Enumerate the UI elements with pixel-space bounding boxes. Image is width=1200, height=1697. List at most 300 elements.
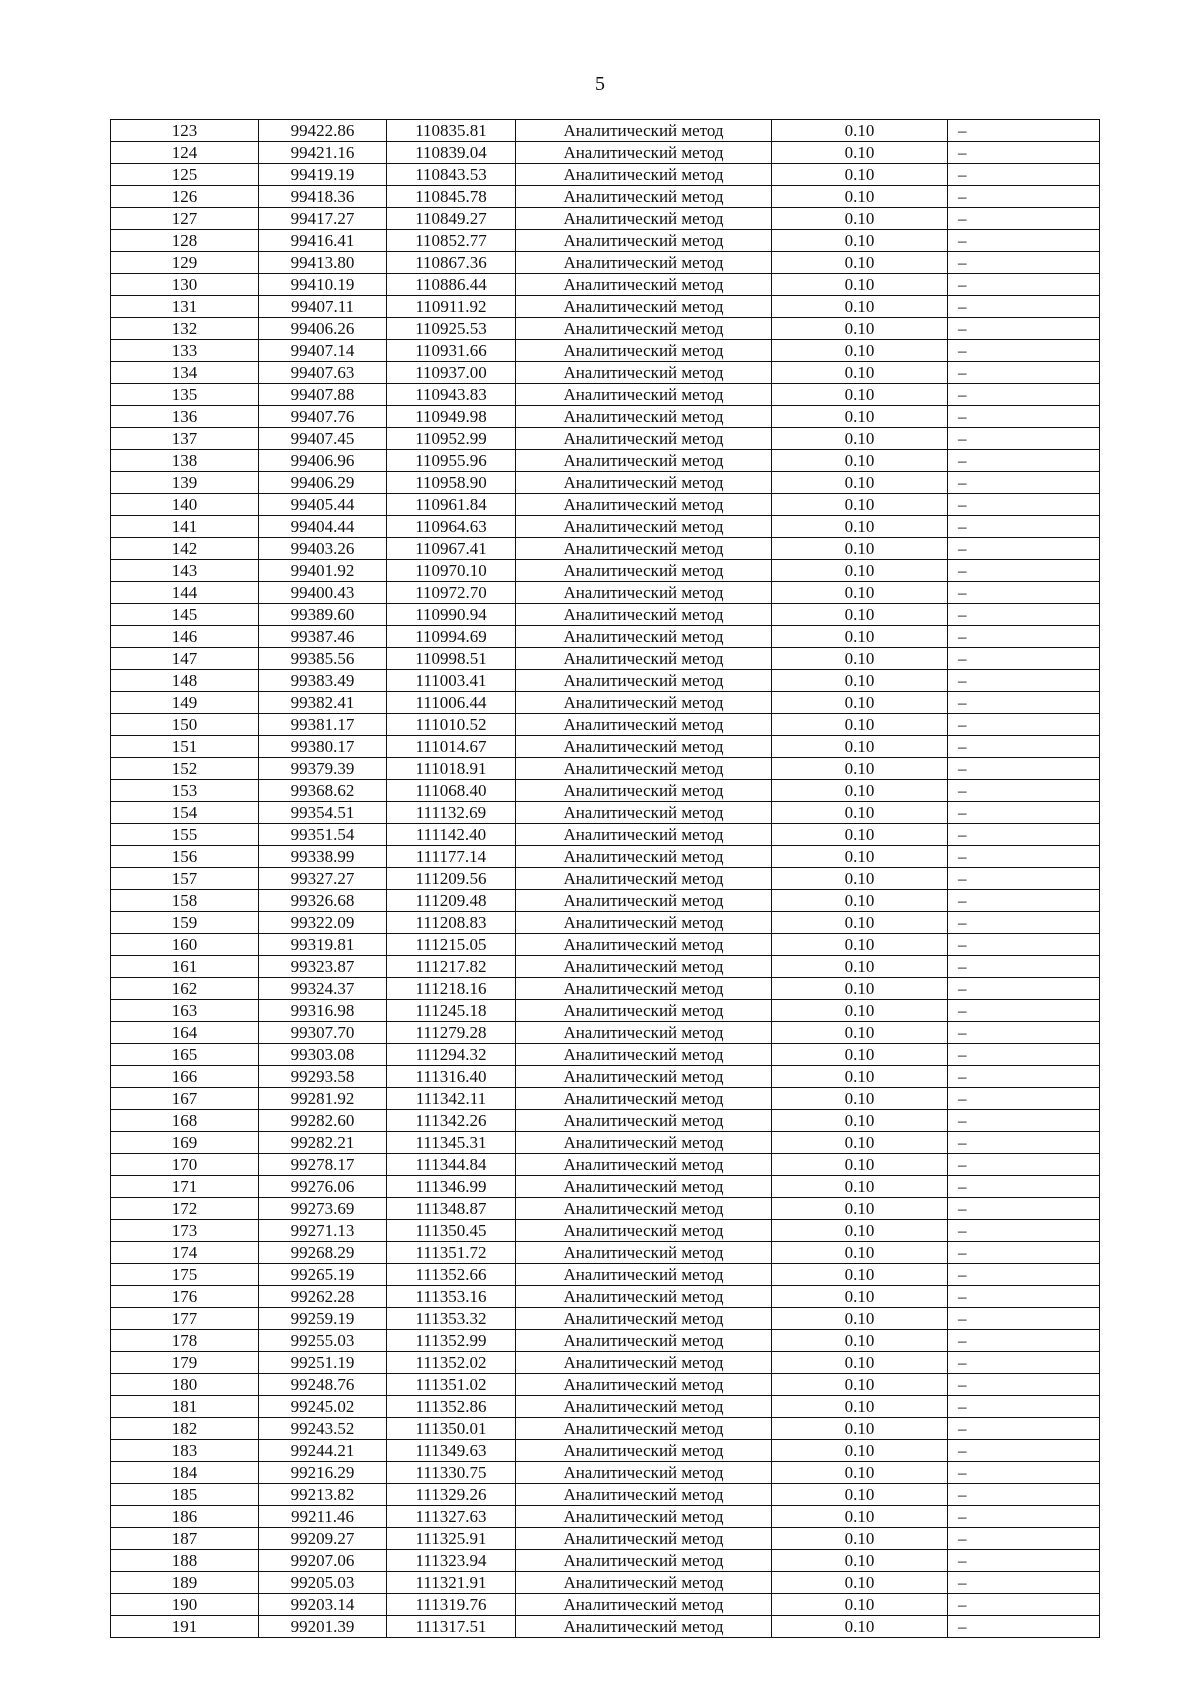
accuracy-cell: 0.10 <box>772 230 948 252</box>
method-cell: Аналитический метод <box>516 362 772 384</box>
y-coordinate-cell: 110964.63 <box>387 516 516 538</box>
accuracy-cell: 0.10 <box>772 1484 948 1506</box>
y-coordinate-cell: 111352.66 <box>387 1264 516 1286</box>
point-number-cell: 179 <box>111 1352 259 1374</box>
description-cell: – <box>948 538 1100 560</box>
table-row <box>111 890 1100 912</box>
accuracy-cell: 0.10 <box>772 274 948 296</box>
table-row <box>111 1154 1100 1176</box>
table-row <box>111 758 1100 780</box>
x-coordinate-cell: 99407.88 <box>259 384 387 406</box>
description-cell: – <box>948 934 1100 956</box>
x-coordinate-cell: 99389.60 <box>259 604 387 626</box>
y-coordinate-cell: 110952.99 <box>387 428 516 450</box>
description-cell: – <box>948 406 1100 428</box>
y-coordinate-cell: 111317.51 <box>387 1616 516 1638</box>
method-cell: Аналитический метод <box>516 1352 772 1374</box>
method-cell: Аналитический метод <box>516 956 772 978</box>
x-coordinate-cell: 99282.60 <box>259 1110 387 1132</box>
x-coordinate-cell: 99407.63 <box>259 362 387 384</box>
description-cell: – <box>948 362 1100 384</box>
y-coordinate-cell: 111279.28 <box>387 1022 516 1044</box>
point-number-cell: 172 <box>111 1198 259 1220</box>
description-cell: – <box>948 1572 1100 1594</box>
x-coordinate-cell: 99401.92 <box>259 560 387 582</box>
description-cell: – <box>948 1484 1100 1506</box>
method-cell: Аналитический метод <box>516 230 772 252</box>
table-row <box>111 428 1100 450</box>
x-coordinate-cell: 99354.51 <box>259 802 387 824</box>
point-number-cell: 126 <box>111 186 259 208</box>
accuracy-cell: 0.10 <box>772 406 948 428</box>
point-number-cell: 164 <box>111 1022 259 1044</box>
description-cell: – <box>948 1022 1100 1044</box>
accuracy-cell: 0.10 <box>772 1330 948 1352</box>
description-cell: – <box>948 1352 1100 1374</box>
y-coordinate-cell: 111294.32 <box>387 1044 516 1066</box>
description-cell: – <box>948 296 1100 318</box>
method-cell: Аналитический метод <box>516 384 772 406</box>
method-cell: Аналитический метод <box>516 1396 772 1418</box>
accuracy-cell: 0.10 <box>772 1220 948 1242</box>
description-cell: – <box>948 494 1100 516</box>
point-number-cell: 135 <box>111 384 259 406</box>
accuracy-cell: 0.10 <box>772 890 948 912</box>
y-coordinate-cell: 110852.77 <box>387 230 516 252</box>
method-cell: Аналитический метод <box>516 714 772 736</box>
description-cell: – <box>948 1220 1100 1242</box>
x-coordinate-cell: 99403.26 <box>259 538 387 560</box>
description-cell: – <box>948 1440 1100 1462</box>
x-coordinate-cell: 99303.08 <box>259 1044 387 1066</box>
table-row <box>111 318 1100 340</box>
x-coordinate-cell: 99281.92 <box>259 1088 387 1110</box>
description-cell: – <box>948 824 1100 846</box>
accuracy-cell: 0.10 <box>772 1308 948 1330</box>
accuracy-cell: 0.10 <box>772 560 948 582</box>
method-cell: Аналитический метод <box>516 1572 772 1594</box>
y-coordinate-cell: 111327.63 <box>387 1506 516 1528</box>
accuracy-cell: 0.10 <box>772 494 948 516</box>
x-coordinate-cell: 99216.29 <box>259 1462 387 1484</box>
table-row <box>111 956 1100 978</box>
accuracy-cell: 0.10 <box>772 1462 948 1484</box>
point-number-cell: 187 <box>111 1528 259 1550</box>
table-row <box>111 252 1100 274</box>
description-cell: – <box>948 604 1100 626</box>
accuracy-cell: 0.10 <box>772 670 948 692</box>
x-coordinate-cell: 99407.45 <box>259 428 387 450</box>
y-coordinate-cell: 111353.16 <box>387 1286 516 1308</box>
method-cell: Аналитический метод <box>516 164 772 186</box>
method-cell: Аналитический метод <box>516 142 772 164</box>
description-cell: – <box>948 1286 1100 1308</box>
x-coordinate-cell: 99271.13 <box>259 1220 387 1242</box>
accuracy-cell: 0.10 <box>772 340 948 362</box>
method-cell: Аналитический метод <box>516 186 772 208</box>
table-row <box>111 978 1100 1000</box>
point-number-cell: 146 <box>111 626 259 648</box>
y-coordinate-cell: 110961.84 <box>387 494 516 516</box>
description-cell: – <box>948 252 1100 274</box>
method-cell: Аналитический метод <box>516 1000 772 1022</box>
method-cell: Аналитический метод <box>516 120 772 142</box>
accuracy-cell: 0.10 <box>772 1550 948 1572</box>
y-coordinate-cell: 111208.83 <box>387 912 516 934</box>
table-row <box>111 1594 1100 1616</box>
description-cell: – <box>948 1528 1100 1550</box>
point-number-cell: 173 <box>111 1220 259 1242</box>
point-number-cell: 181 <box>111 1396 259 1418</box>
method-cell: Аналитический метод <box>516 1066 772 1088</box>
x-coordinate-cell: 99265.19 <box>259 1264 387 1286</box>
table-row <box>111 846 1100 868</box>
accuracy-cell: 0.10 <box>772 1198 948 1220</box>
x-coordinate-cell: 99405.44 <box>259 494 387 516</box>
method-cell: Аналитический метод <box>516 846 772 868</box>
point-number-cell: 189 <box>111 1572 259 1594</box>
description-cell: – <box>948 1594 1100 1616</box>
x-coordinate-cell: 99379.39 <box>259 758 387 780</box>
method-cell: Аналитический метод <box>516 516 772 538</box>
description-cell: – <box>948 714 1100 736</box>
y-coordinate-cell: 111209.48 <box>387 890 516 912</box>
y-coordinate-cell: 111018.91 <box>387 758 516 780</box>
x-coordinate-cell: 99407.14 <box>259 340 387 362</box>
accuracy-cell: 0.10 <box>772 758 948 780</box>
description-cell: – <box>948 1000 1100 1022</box>
point-number-cell: 148 <box>111 670 259 692</box>
point-number-cell: 167 <box>111 1088 259 1110</box>
accuracy-cell: 0.10 <box>772 1132 948 1154</box>
y-coordinate-cell: 110990.94 <box>387 604 516 626</box>
method-cell: Аналитический метод <box>516 1308 772 1330</box>
method-cell: Аналитический метод <box>516 626 772 648</box>
x-coordinate-cell: 99324.37 <box>259 978 387 1000</box>
description-cell: – <box>948 1418 1100 1440</box>
x-coordinate-cell: 99213.82 <box>259 1484 387 1506</box>
accuracy-cell: 0.10 <box>772 252 948 274</box>
y-coordinate-cell: 111346.99 <box>387 1176 516 1198</box>
point-number-cell: 157 <box>111 868 259 890</box>
accuracy-cell: 0.10 <box>772 978 948 1000</box>
description-cell: – <box>948 516 1100 538</box>
accuracy-cell: 0.10 <box>772 472 948 494</box>
x-coordinate-cell: 99243.52 <box>259 1418 387 1440</box>
table-row <box>111 1506 1100 1528</box>
x-coordinate-cell: 99380.17 <box>259 736 387 758</box>
point-number-cell: 138 <box>111 450 259 472</box>
y-coordinate-cell: 110839.04 <box>387 142 516 164</box>
table-row <box>111 1022 1100 1044</box>
accuracy-cell: 0.10 <box>772 1528 948 1550</box>
accuracy-cell: 0.10 <box>772 1044 948 1066</box>
description-cell: – <box>948 1110 1100 1132</box>
y-coordinate-cell: 111350.45 <box>387 1220 516 1242</box>
table-row <box>111 1198 1100 1220</box>
table-row <box>111 1396 1100 1418</box>
table-row <box>111 670 1100 692</box>
description-cell: – <box>948 1088 1100 1110</box>
point-number-cell: 163 <box>111 1000 259 1022</box>
x-coordinate-cell: 99383.49 <box>259 670 387 692</box>
table-row <box>111 868 1100 890</box>
x-coordinate-cell: 99400.43 <box>259 582 387 604</box>
method-cell: Аналитический метод <box>516 450 772 472</box>
table-row <box>111 934 1100 956</box>
y-coordinate-cell: 111177.14 <box>387 846 516 868</box>
y-coordinate-cell: 110949.98 <box>387 406 516 428</box>
point-number-cell: 185 <box>111 1484 259 1506</box>
method-cell: Аналитический метод <box>516 538 772 560</box>
accuracy-cell: 0.10 <box>772 450 948 472</box>
method-cell: Аналитический метод <box>516 1286 772 1308</box>
description-cell: – <box>948 1154 1100 1176</box>
table-row <box>111 120 1100 142</box>
x-coordinate-cell: 99413.80 <box>259 252 387 274</box>
description-cell: – <box>948 1198 1100 1220</box>
y-coordinate-cell: 111003.41 <box>387 670 516 692</box>
y-coordinate-cell: 110931.66 <box>387 340 516 362</box>
table-row <box>111 1528 1100 1550</box>
description-cell: – <box>948 626 1100 648</box>
method-cell: Аналитический метод <box>516 1550 772 1572</box>
y-coordinate-cell: 111132.69 <box>387 802 516 824</box>
table-row <box>111 648 1100 670</box>
method-cell: Аналитический метод <box>516 692 772 714</box>
table-row <box>111 1176 1100 1198</box>
point-number-cell: 125 <box>111 164 259 186</box>
x-coordinate-cell: 99418.36 <box>259 186 387 208</box>
point-number-cell: 154 <box>111 802 259 824</box>
description-cell: – <box>948 1550 1100 1572</box>
accuracy-cell: 0.10 <box>772 1154 948 1176</box>
x-coordinate-cell: 99255.03 <box>259 1330 387 1352</box>
accuracy-cell: 0.10 <box>772 1572 948 1594</box>
point-number-cell: 140 <box>111 494 259 516</box>
x-coordinate-cell: 99276.06 <box>259 1176 387 1198</box>
y-coordinate-cell: 111353.32 <box>387 1308 516 1330</box>
table-row <box>111 142 1100 164</box>
y-coordinate-cell: 110998.51 <box>387 648 516 670</box>
x-coordinate-cell: 99307.70 <box>259 1022 387 1044</box>
table-row <box>111 1000 1100 1022</box>
accuracy-cell: 0.10 <box>772 780 948 802</box>
x-coordinate-cell: 99421.16 <box>259 142 387 164</box>
y-coordinate-cell: 111349.63 <box>387 1440 516 1462</box>
point-number-cell: 137 <box>111 428 259 450</box>
description-cell: – <box>948 208 1100 230</box>
table-row <box>111 230 1100 252</box>
table-row <box>111 494 1100 516</box>
accuracy-cell: 0.10 <box>772 186 948 208</box>
method-cell: Аналитический метод <box>516 604 772 626</box>
y-coordinate-cell: 110845.78 <box>387 186 516 208</box>
y-coordinate-cell: 111316.40 <box>387 1066 516 1088</box>
point-number-cell: 161 <box>111 956 259 978</box>
table-row <box>111 1088 1100 1110</box>
method-cell: Аналитический метод <box>516 978 772 1000</box>
x-coordinate-cell: 99278.17 <box>259 1154 387 1176</box>
point-number-cell: 134 <box>111 362 259 384</box>
method-cell: Аналитический метод <box>516 648 772 670</box>
description-cell: – <box>948 758 1100 780</box>
table-row <box>111 208 1100 230</box>
accuracy-cell: 0.10 <box>772 296 948 318</box>
coordinates-table-body <box>111 120 1100 1638</box>
method-cell: Аналитический метод <box>516 934 772 956</box>
accuracy-cell: 0.10 <box>772 934 948 956</box>
y-coordinate-cell: 111142.40 <box>387 824 516 846</box>
y-coordinate-cell: 111345.31 <box>387 1132 516 1154</box>
table-row <box>111 802 1100 824</box>
accuracy-cell: 0.10 <box>772 1594 948 1616</box>
accuracy-cell: 0.10 <box>772 868 948 890</box>
accuracy-cell: 0.10 <box>772 384 948 406</box>
y-coordinate-cell: 111352.99 <box>387 1330 516 1352</box>
description-cell: – <box>948 780 1100 802</box>
description-cell: – <box>948 1308 1100 1330</box>
y-coordinate-cell: 110849.27 <box>387 208 516 230</box>
point-number-cell: 130 <box>111 274 259 296</box>
table-row <box>111 274 1100 296</box>
method-cell: Аналитический метод <box>516 472 772 494</box>
method-cell: Аналитический метод <box>516 1440 772 1462</box>
method-cell: Аналитический метод <box>516 1154 772 1176</box>
table-row <box>111 1286 1100 1308</box>
point-number-cell: 183 <box>111 1440 259 1462</box>
accuracy-cell: 0.10 <box>772 736 948 758</box>
method-cell: Аналитический метод <box>516 340 772 362</box>
method-cell: Аналитический метод <box>516 890 772 912</box>
accuracy-cell: 0.10 <box>772 428 948 450</box>
point-number-cell: 160 <box>111 934 259 956</box>
table-row <box>111 1374 1100 1396</box>
table-row <box>111 1418 1100 1440</box>
table-row <box>111 450 1100 472</box>
accuracy-cell: 0.10 <box>772 714 948 736</box>
table-row <box>111 1220 1100 1242</box>
accuracy-cell: 0.10 <box>772 824 948 846</box>
method-cell: Аналитический метод <box>516 1418 772 1440</box>
accuracy-cell: 0.10 <box>772 142 948 164</box>
y-coordinate-cell: 110958.90 <box>387 472 516 494</box>
accuracy-cell: 0.10 <box>772 120 948 142</box>
table-row <box>111 1308 1100 1330</box>
y-coordinate-cell: 111329.26 <box>387 1484 516 1506</box>
table-row <box>111 472 1100 494</box>
accuracy-cell: 0.10 <box>772 1264 948 1286</box>
table-row <box>111 1330 1100 1352</box>
x-coordinate-cell: 99282.21 <box>259 1132 387 1154</box>
x-coordinate-cell: 99293.58 <box>259 1066 387 1088</box>
accuracy-cell: 0.10 <box>772 1242 948 1264</box>
point-number-cell: 155 <box>111 824 259 846</box>
point-number-cell: 184 <box>111 1462 259 1484</box>
table-row <box>111 384 1100 406</box>
y-coordinate-cell: 110843.53 <box>387 164 516 186</box>
point-number-cell: 166 <box>111 1066 259 1088</box>
x-coordinate-cell: 99316.98 <box>259 1000 387 1022</box>
point-number-cell: 190 <box>111 1594 259 1616</box>
accuracy-cell: 0.10 <box>772 1286 948 1308</box>
accuracy-cell: 0.10 <box>772 1066 948 1088</box>
point-number-cell: 174 <box>111 1242 259 1264</box>
description-cell: – <box>948 1506 1100 1528</box>
description-cell: – <box>948 1066 1100 1088</box>
point-number-cell: 171 <box>111 1176 259 1198</box>
point-number-cell: 175 <box>111 1264 259 1286</box>
description-cell: – <box>948 428 1100 450</box>
point-number-cell: 136 <box>111 406 259 428</box>
x-coordinate-cell: 99248.76 <box>259 1374 387 1396</box>
description-cell: – <box>948 692 1100 714</box>
method-cell: Аналитический метод <box>516 758 772 780</box>
description-cell: – <box>948 1132 1100 1154</box>
y-coordinate-cell: 110925.53 <box>387 318 516 340</box>
description-cell: – <box>948 868 1100 890</box>
y-coordinate-cell: 111344.84 <box>387 1154 516 1176</box>
x-coordinate-cell: 99338.99 <box>259 846 387 868</box>
description-cell: – <box>948 164 1100 186</box>
table-row <box>111 1616 1100 1638</box>
method-cell: Аналитический метод <box>516 274 772 296</box>
method-cell: Аналитический метод <box>516 868 772 890</box>
y-coordinate-cell: 110955.96 <box>387 450 516 472</box>
point-number-cell: 156 <box>111 846 259 868</box>
point-number-cell: 162 <box>111 978 259 1000</box>
method-cell: Аналитический метод <box>516 1462 772 1484</box>
point-number-cell: 180 <box>111 1374 259 1396</box>
y-coordinate-cell: 110911.92 <box>387 296 516 318</box>
table-row <box>111 604 1100 626</box>
x-coordinate-cell: 99406.29 <box>259 472 387 494</box>
description-cell: – <box>948 1330 1100 1352</box>
x-coordinate-cell: 99422.86 <box>259 120 387 142</box>
point-number-cell: 141 <box>111 516 259 538</box>
x-coordinate-cell: 99417.27 <box>259 208 387 230</box>
table-row <box>111 1066 1100 1088</box>
method-cell: Аналитический метод <box>516 1506 772 1528</box>
x-coordinate-cell: 99244.21 <box>259 1440 387 1462</box>
table-row <box>111 1550 1100 1572</box>
method-cell: Аналитический метод <box>516 736 772 758</box>
y-coordinate-cell: 110970.10 <box>387 560 516 582</box>
x-coordinate-cell: 99416.41 <box>259 230 387 252</box>
y-coordinate-cell: 110972.70 <box>387 582 516 604</box>
description-cell: – <box>948 1374 1100 1396</box>
x-coordinate-cell: 99410.19 <box>259 274 387 296</box>
x-coordinate-cell: 99381.17 <box>259 714 387 736</box>
method-cell: Аналитический метод <box>516 1242 772 1264</box>
y-coordinate-cell: 110994.69 <box>387 626 516 648</box>
description-cell: – <box>948 1242 1100 1264</box>
point-number-cell: 149 <box>111 692 259 714</box>
accuracy-cell: 0.10 <box>772 582 948 604</box>
accuracy-cell: 0.10 <box>772 648 948 670</box>
y-coordinate-cell: 111245.18 <box>387 1000 516 1022</box>
table-row <box>111 516 1100 538</box>
x-coordinate-cell: 99262.28 <box>259 1286 387 1308</box>
method-cell: Аналитический метод <box>516 406 772 428</box>
y-coordinate-cell: 110943.83 <box>387 384 516 406</box>
method-cell: Аналитический метод <box>516 780 772 802</box>
point-number-cell: 153 <box>111 780 259 802</box>
method-cell: Аналитический метод <box>516 1110 772 1132</box>
y-coordinate-cell: 111215.05 <box>387 934 516 956</box>
y-coordinate-cell: 111330.75 <box>387 1462 516 1484</box>
point-number-cell: 178 <box>111 1330 259 1352</box>
